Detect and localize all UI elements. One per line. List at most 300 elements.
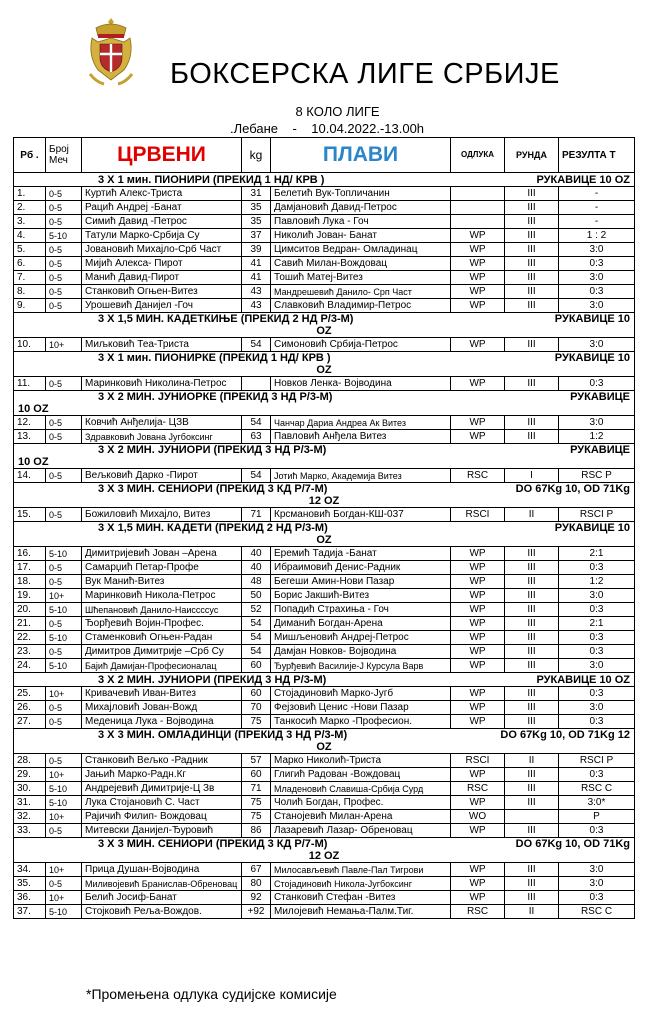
table-row bbox=[14, 715, 635, 729]
age-code: 10+ bbox=[46, 810, 82, 824]
result: 0:3 bbox=[559, 891, 635, 905]
section-gloves: РУКАВИЦЕ bbox=[570, 391, 630, 403]
table-row bbox=[14, 430, 635, 444]
round: III bbox=[505, 201, 559, 215]
blue-boxer: Милосављевић Павле-Пал Тигрови bbox=[271, 863, 451, 877]
bout-number: 23. bbox=[14, 645, 46, 659]
bout-number: 35. bbox=[14, 877, 46, 891]
section-title: 3 X 1 мин. ПИОНИРИ (ПРЕКИД 1 НД/ КРВ ) bbox=[98, 173, 325, 186]
table-row bbox=[14, 796, 635, 810]
result: 0:3 bbox=[559, 377, 635, 391]
weight-kg: 54 bbox=[242, 416, 271, 430]
result: 2:1 bbox=[559, 547, 635, 561]
decision: WP bbox=[451, 271, 505, 285]
weight-kg: 60 bbox=[242, 659, 271, 673]
age-code: 0-5 bbox=[46, 257, 82, 271]
section-title: 3 X 2 МИН. ЈУНИОРИ (ПРЕКИД 3 НД Р/3-М) bbox=[98, 444, 327, 456]
weight-kg bbox=[242, 377, 271, 391]
result: 3:0 bbox=[559, 243, 635, 257]
blue-boxer: Симоновић Србија-Петрос bbox=[271, 338, 451, 352]
red-boxer: Самарџић Петар-Профе bbox=[82, 561, 242, 575]
round: III bbox=[505, 589, 559, 603]
age-code: 5-10 bbox=[46, 229, 82, 243]
bout-number: 3. bbox=[14, 215, 46, 229]
weight-kg: 60 bbox=[242, 687, 271, 701]
blue-boxer: Чолић Богдан, Профес. bbox=[271, 796, 451, 810]
round: III bbox=[505, 687, 559, 701]
decision: WO bbox=[451, 810, 505, 824]
decision: WP bbox=[451, 701, 505, 715]
decision: WP bbox=[451, 561, 505, 575]
section-gloves-continued: OZ bbox=[316, 364, 332, 376]
table-row bbox=[14, 701, 635, 715]
bout-number: 15. bbox=[14, 508, 46, 522]
decision: RSC bbox=[451, 469, 505, 483]
decision: WP bbox=[451, 796, 505, 810]
decision: WP bbox=[451, 416, 505, 430]
round: III bbox=[505, 768, 559, 782]
red-boxer: Јањић Марко-Радн.Кг bbox=[82, 768, 242, 782]
age-code: 0-5 bbox=[46, 469, 82, 483]
col-blue-header: ПЛАВИ bbox=[271, 138, 451, 173]
age-code: 0-5 bbox=[46, 299, 82, 313]
blue-boxer: Ђурђевић Василије-Ј Курсула Варв bbox=[271, 659, 451, 673]
red-boxer: Станковић Огњен-Витез bbox=[82, 285, 242, 299]
age-code: 0-5 bbox=[46, 377, 82, 391]
table-row bbox=[14, 824, 635, 838]
result: 0:3 bbox=[559, 561, 635, 575]
datetime: 10.04.2022.-13.00h bbox=[311, 121, 425, 136]
red-boxer: Јовановић Михајло-Срб Част bbox=[82, 243, 242, 257]
table-row bbox=[14, 754, 635, 768]
age-code: 5-10 bbox=[46, 547, 82, 561]
bout-number: 27. bbox=[14, 715, 46, 729]
result: 0:3 bbox=[559, 687, 635, 701]
blue-boxer: Фејзовић Ценис -Нови Пазар bbox=[271, 701, 451, 715]
section-title: 3 X 3 МИН. ОМЛАДИНЦИ (ПРЕКИД 3 НД Р/3-М) bbox=[98, 729, 348, 741]
round: III bbox=[505, 271, 559, 285]
result: 3:0 bbox=[559, 271, 635, 285]
bout-number: 4. bbox=[14, 229, 46, 243]
age-code: 10+ bbox=[46, 589, 82, 603]
blue-boxer: Глигић Радован -Вождовац bbox=[271, 768, 451, 782]
round: III bbox=[505, 659, 559, 673]
red-boxer: Татули Марко-Србија Су bbox=[82, 229, 242, 243]
result: 3:0 bbox=[559, 701, 635, 715]
weight-kg: 39 bbox=[242, 243, 271, 257]
result: 1:2 bbox=[559, 575, 635, 589]
age-code: 0-5 bbox=[46, 508, 82, 522]
section-header-row bbox=[14, 313, 635, 338]
table-row bbox=[14, 782, 635, 796]
bout-number: 24. bbox=[14, 659, 46, 673]
result: 0:3 bbox=[559, 631, 635, 645]
section-header-row bbox=[14, 729, 635, 754]
blue-boxer: Танкосић Марко -Професион. bbox=[271, 715, 451, 729]
round: III bbox=[505, 377, 559, 391]
age-code: 0-5 bbox=[46, 715, 82, 729]
section-gloves: РУКАВИЦЕ 10 bbox=[554, 313, 630, 325]
decision: WP bbox=[451, 589, 505, 603]
bout-number: 12. bbox=[14, 416, 46, 430]
age-code: 0-5 bbox=[46, 701, 82, 715]
age-code: 0-5 bbox=[46, 201, 82, 215]
round: III bbox=[505, 631, 559, 645]
red-boxer: Куртић Алекс-Триста bbox=[82, 187, 242, 201]
blue-boxer: Станковић Стефан -Витез bbox=[271, 891, 451, 905]
weight-kg: 41 bbox=[242, 271, 271, 285]
table-row bbox=[14, 905, 635, 919]
location: .Лебане bbox=[230, 121, 279, 136]
result: - bbox=[559, 215, 635, 229]
decision: WP bbox=[451, 863, 505, 877]
blue-boxer: Милојевић Немања-Палм.Тиг. bbox=[271, 905, 451, 919]
blue-boxer: Марко Николић-Триста bbox=[271, 754, 451, 768]
decision: WP bbox=[451, 877, 505, 891]
bout-number: 13. bbox=[14, 430, 46, 444]
result: 0:3 bbox=[559, 715, 635, 729]
bout-number: 10. bbox=[14, 338, 46, 352]
age-code: 0-5 bbox=[46, 243, 82, 257]
age-code: 0-5 bbox=[46, 561, 82, 575]
age-code: 0-5 bbox=[46, 215, 82, 229]
red-boxer: Вук Манић-Витез bbox=[82, 575, 242, 589]
weight-kg: 67 bbox=[242, 863, 271, 877]
result: 0:3 bbox=[559, 603, 635, 617]
section-header bbox=[14, 173, 635, 187]
blue-boxer: Диманић Богдан-Арена bbox=[271, 617, 451, 631]
red-boxer: Миливојевић Бранислав-Обреновац bbox=[82, 877, 242, 891]
age-code: 0-5 bbox=[46, 877, 82, 891]
result: RSCI P bbox=[559, 754, 635, 768]
round: III bbox=[505, 338, 559, 352]
result: 3:0 bbox=[559, 877, 635, 891]
age-code: 0-5 bbox=[46, 824, 82, 838]
bout-number: 8. bbox=[14, 285, 46, 299]
bout-number: 11. bbox=[14, 377, 46, 391]
round-subtitle: 8 КОЛО ЛИГЕ bbox=[295, 104, 380, 119]
weight-kg: 71 bbox=[242, 782, 271, 796]
weight-kg: 75 bbox=[242, 715, 271, 729]
table-row bbox=[14, 768, 635, 782]
decision: WP bbox=[451, 338, 505, 352]
age-code: 0-5 bbox=[46, 430, 82, 444]
round: II bbox=[505, 754, 559, 768]
section-title: 3 X 1,5 МИН. КАДЕТИ (ПРЕКИД 2 НД Р/3-М) bbox=[98, 522, 328, 534]
table-row bbox=[14, 631, 635, 645]
red-boxer: Белић Јосиф-Банат bbox=[82, 891, 242, 905]
weight-kg: 37 bbox=[242, 229, 271, 243]
age-code: 5-10 bbox=[46, 782, 82, 796]
age-code: 0-5 bbox=[46, 754, 82, 768]
decision: WP bbox=[451, 603, 505, 617]
weight-kg: 92 bbox=[242, 891, 271, 905]
decision: RSCI bbox=[451, 754, 505, 768]
bout-number: 22. bbox=[14, 631, 46, 645]
result: 3:0 bbox=[559, 416, 635, 430]
blue-boxer: Јотић Марко, Академија Витез bbox=[271, 469, 451, 483]
decision: WP bbox=[451, 824, 505, 838]
round: III bbox=[505, 257, 559, 271]
red-boxer: Ковчић Анђелија- ЦЗВ bbox=[82, 416, 242, 430]
red-boxer: Шћепановић Данило-Наиссссус bbox=[82, 603, 242, 617]
blue-boxer: Павловић Лука - Гоч bbox=[271, 215, 451, 229]
bout-number: 33. bbox=[14, 824, 46, 838]
red-boxer: Станковић Вељко -Радник bbox=[82, 754, 242, 768]
weight-kg: 35 bbox=[242, 215, 271, 229]
table-row bbox=[14, 377, 635, 391]
age-code: 5-10 bbox=[46, 631, 82, 645]
decision: WP bbox=[451, 377, 505, 391]
bout-number: 2. bbox=[14, 201, 46, 215]
blue-boxer: Еремић Тадија -Банат bbox=[271, 547, 451, 561]
age-code: 10+ bbox=[46, 891, 82, 905]
decision: WP bbox=[451, 430, 505, 444]
weight-kg: 63 bbox=[242, 430, 271, 444]
weight-kg: 75 bbox=[242, 810, 271, 824]
table-row bbox=[14, 469, 635, 483]
weight-kg: 41 bbox=[242, 257, 271, 271]
bout-number: 30. bbox=[14, 782, 46, 796]
table-row bbox=[14, 877, 635, 891]
section-gloves: РУКАВИЦЕ 10 bbox=[554, 352, 630, 364]
section-gloves-continued: 10 OZ bbox=[18, 403, 49, 415]
blue-boxer: Младеновић Славиша-Србија Сурд bbox=[271, 782, 451, 796]
red-boxer: Меденица Лука - Војводина bbox=[82, 715, 242, 729]
bout-number: 14. bbox=[14, 469, 46, 483]
age-code: 0-5 bbox=[46, 617, 82, 631]
table-row bbox=[14, 187, 635, 201]
round: III bbox=[505, 863, 559, 877]
weight-kg: 75 bbox=[242, 796, 271, 810]
section-header bbox=[14, 838, 635, 863]
red-boxer: Димитров Димитрије –Срб Су bbox=[82, 645, 242, 659]
weight-kg: 50 bbox=[242, 589, 271, 603]
section-gloves: DO 67Kg 10, OD 71Kg bbox=[515, 483, 630, 495]
table-header-row bbox=[14, 138, 635, 173]
round: III bbox=[505, 603, 559, 617]
section-header bbox=[14, 444, 635, 469]
section-gloves: РУКАВИЦЕ 10 OZ bbox=[536, 173, 630, 186]
red-boxer: Здравковић Јована Југбоксинг bbox=[82, 430, 242, 444]
round: III bbox=[505, 891, 559, 905]
blue-boxer: Тошић Матеј-Витез bbox=[271, 271, 451, 285]
blue-boxer: Мандрешевић Данило- Срп Част bbox=[271, 285, 451, 299]
section-gloves: РУКАВИЦЕ 10 bbox=[554, 522, 630, 534]
blue-boxer: Дамјан Новков- Војводина bbox=[271, 645, 451, 659]
bout-number: 32. bbox=[14, 810, 46, 824]
age-code: 5-10 bbox=[46, 659, 82, 673]
footnote: *Промењена одлука судијске комисије bbox=[86, 986, 337, 1002]
section-header-row bbox=[14, 173, 635, 187]
age-code: 0-5 bbox=[46, 187, 82, 201]
result: 0:3 bbox=[559, 645, 635, 659]
weight-kg: 31 bbox=[242, 187, 271, 201]
round: III bbox=[505, 796, 559, 810]
bout-number: 6. bbox=[14, 257, 46, 271]
section-gloves-continued: 12 OZ bbox=[308, 495, 340, 507]
round: II bbox=[505, 905, 559, 919]
weight-kg: 35 bbox=[242, 201, 271, 215]
decision bbox=[451, 201, 505, 215]
table-row bbox=[14, 271, 635, 285]
decision: WP bbox=[451, 617, 505, 631]
result: RSC P bbox=[559, 469, 635, 483]
age-code: 0-5 bbox=[46, 575, 82, 589]
age-code: 5-10 bbox=[46, 905, 82, 919]
weight-kg: 54 bbox=[242, 469, 271, 483]
table-row bbox=[14, 338, 635, 352]
table-row bbox=[14, 243, 635, 257]
table-row bbox=[14, 617, 635, 631]
weight-kg: 54 bbox=[242, 645, 271, 659]
weight-kg: 40 bbox=[242, 547, 271, 561]
weight-kg: 43 bbox=[242, 285, 271, 299]
age-code: 0-5 bbox=[46, 285, 82, 299]
weight-kg: 86 bbox=[242, 824, 271, 838]
age-code: 10+ bbox=[46, 863, 82, 877]
result: 3:0* bbox=[559, 796, 635, 810]
red-boxer: Кривачевић Иван-Витез bbox=[82, 687, 242, 701]
bouts-table bbox=[13, 137, 635, 919]
red-boxer: Маринковић Николина-Петрос bbox=[82, 377, 242, 391]
red-boxer: Ђорђевић Војин-Профес. bbox=[82, 617, 242, 631]
result: 1:2 bbox=[559, 430, 635, 444]
bout-number: 16. bbox=[14, 547, 46, 561]
section-gloves: РУКАВИЦЕ bbox=[570, 444, 630, 456]
result: 0:3 bbox=[559, 768, 635, 782]
weight-kg: 54 bbox=[242, 617, 271, 631]
decision: WP bbox=[451, 768, 505, 782]
section-gloves-continued: 10 OZ bbox=[18, 456, 49, 468]
red-boxer: Димитријевић Јован –Арена bbox=[82, 547, 242, 561]
round: III bbox=[505, 701, 559, 715]
table-row bbox=[14, 508, 635, 522]
round: II bbox=[505, 508, 559, 522]
weight-kg: 54 bbox=[242, 338, 271, 352]
section-header-row bbox=[14, 444, 635, 469]
age-code: 0-5 bbox=[46, 645, 82, 659]
section-gloves: РУКАВИЦЕ 10 OZ bbox=[536, 673, 630, 686]
section-header bbox=[14, 352, 635, 377]
table-row bbox=[14, 229, 635, 243]
blue-boxer: Чанчар Дариа Андреа Ак Витез bbox=[271, 416, 451, 430]
result: - bbox=[559, 187, 635, 201]
decision: RSC bbox=[451, 782, 505, 796]
blue-boxer: Мишљеновић Андреј-Петрос bbox=[271, 631, 451, 645]
section-header bbox=[14, 522, 635, 547]
decision: WP bbox=[451, 243, 505, 257]
result: 0:3 bbox=[559, 257, 635, 271]
table-row bbox=[14, 891, 635, 905]
bout-number: 37. bbox=[14, 905, 46, 919]
bout-number: 17. bbox=[14, 561, 46, 575]
round: III bbox=[505, 561, 559, 575]
result: RSC C bbox=[559, 782, 635, 796]
red-boxer: Андрејевић Димитрије-Ц Зв bbox=[82, 782, 242, 796]
round: III bbox=[505, 877, 559, 891]
red-boxer: Рацић Андреј -Банат bbox=[82, 201, 242, 215]
decision: WP bbox=[451, 645, 505, 659]
red-boxer: Лука Стојановић С. Част bbox=[82, 796, 242, 810]
section-header bbox=[14, 313, 635, 338]
decision: WP bbox=[451, 715, 505, 729]
red-boxer: Прица Душан-Војводина bbox=[82, 863, 242, 877]
section-title: 3 X 2 МИН. ЈУНИОРКЕ (ПРЕКИД 3 НД Р/3-М) bbox=[98, 391, 333, 403]
section-title: 3 X 3 МИН. СЕНИОРИ (ПРЕКИД 3 КД Р/7-М) bbox=[98, 483, 328, 495]
section-header-row bbox=[14, 673, 635, 687]
decision: WP bbox=[451, 687, 505, 701]
result: 3:0 bbox=[559, 589, 635, 603]
decision: WP bbox=[451, 547, 505, 561]
section-title: 3 X 1 мин. ПИОНИРКЕ (ПРЕКИД 1 НД/ КРВ ) bbox=[98, 352, 331, 364]
blue-boxer: Цимситов Ведран- Омладинац bbox=[271, 243, 451, 257]
bout-number: 7. bbox=[14, 271, 46, 285]
red-boxer: Михајловић Јован-Вожд bbox=[82, 701, 242, 715]
result: RSCI P bbox=[559, 508, 635, 522]
decision: WP bbox=[451, 575, 505, 589]
round: III bbox=[505, 547, 559, 561]
blue-boxer: Крсмановић Богдан-КШ-037 bbox=[271, 508, 451, 522]
bout-number: 21. bbox=[14, 617, 46, 631]
red-boxer: Бајић Дамијан-Професионалац bbox=[82, 659, 242, 673]
table-row bbox=[14, 645, 635, 659]
col-code-header: Број Меч bbox=[46, 138, 82, 173]
bout-number: 20. bbox=[14, 603, 46, 617]
table-row bbox=[14, 687, 635, 701]
section-header bbox=[14, 391, 635, 416]
blue-boxer: Савић Милан-Вождовац bbox=[271, 257, 451, 271]
table-row bbox=[14, 201, 635, 215]
table-row bbox=[14, 215, 635, 229]
table-row bbox=[14, 575, 635, 589]
decision: WP bbox=[451, 229, 505, 243]
bout-number: 1. bbox=[14, 187, 46, 201]
blue-boxer: Павловић Анђела Витез bbox=[271, 430, 451, 444]
bout-number: 25. bbox=[14, 687, 46, 701]
blue-boxer: Бегеши Амин-Нови Пазар bbox=[271, 575, 451, 589]
section-title: 3 X 1,5 МИН. КАДЕТКИЊЕ (ПРЕКИД 2 НД Р/3-М) bbox=[98, 313, 354, 325]
round: III bbox=[505, 215, 559, 229]
section-gloves-continued: OZ bbox=[316, 534, 332, 546]
round: III bbox=[505, 575, 559, 589]
section-title: 3 X 3 МИН. СЕНИОРИ (ПРЕКИД 3 КД Р/7-М) bbox=[98, 838, 328, 850]
result: 3:0 bbox=[559, 659, 635, 673]
table-row bbox=[14, 547, 635, 561]
blue-boxer: Дамјановић Давид-Петрос bbox=[271, 201, 451, 215]
round: III bbox=[505, 782, 559, 796]
decision bbox=[451, 215, 505, 229]
section-header bbox=[14, 729, 635, 754]
table-row bbox=[14, 603, 635, 617]
result: 2:1 bbox=[559, 617, 635, 631]
decision: RSCI bbox=[451, 508, 505, 522]
bout-number: 19. bbox=[14, 589, 46, 603]
section-header bbox=[14, 673, 635, 687]
red-boxer: Манић Давид-Пирот bbox=[82, 271, 242, 285]
red-boxer: Мијић Алекса- Пирот bbox=[82, 257, 242, 271]
section-header-row bbox=[14, 522, 635, 547]
blue-boxer: Борис Јакшић-Витез bbox=[271, 589, 451, 603]
decision: WP bbox=[451, 257, 505, 271]
red-boxer: Симић Давид -Петрос bbox=[82, 215, 242, 229]
serbia-coat-of-arms-logo bbox=[86, 14, 136, 92]
round bbox=[505, 810, 559, 824]
table-row bbox=[14, 285, 635, 299]
result: 3:0 bbox=[559, 863, 635, 877]
weight-kg: 60 bbox=[242, 768, 271, 782]
red-boxer: Вељковић Дарко -Пирот bbox=[82, 469, 242, 483]
